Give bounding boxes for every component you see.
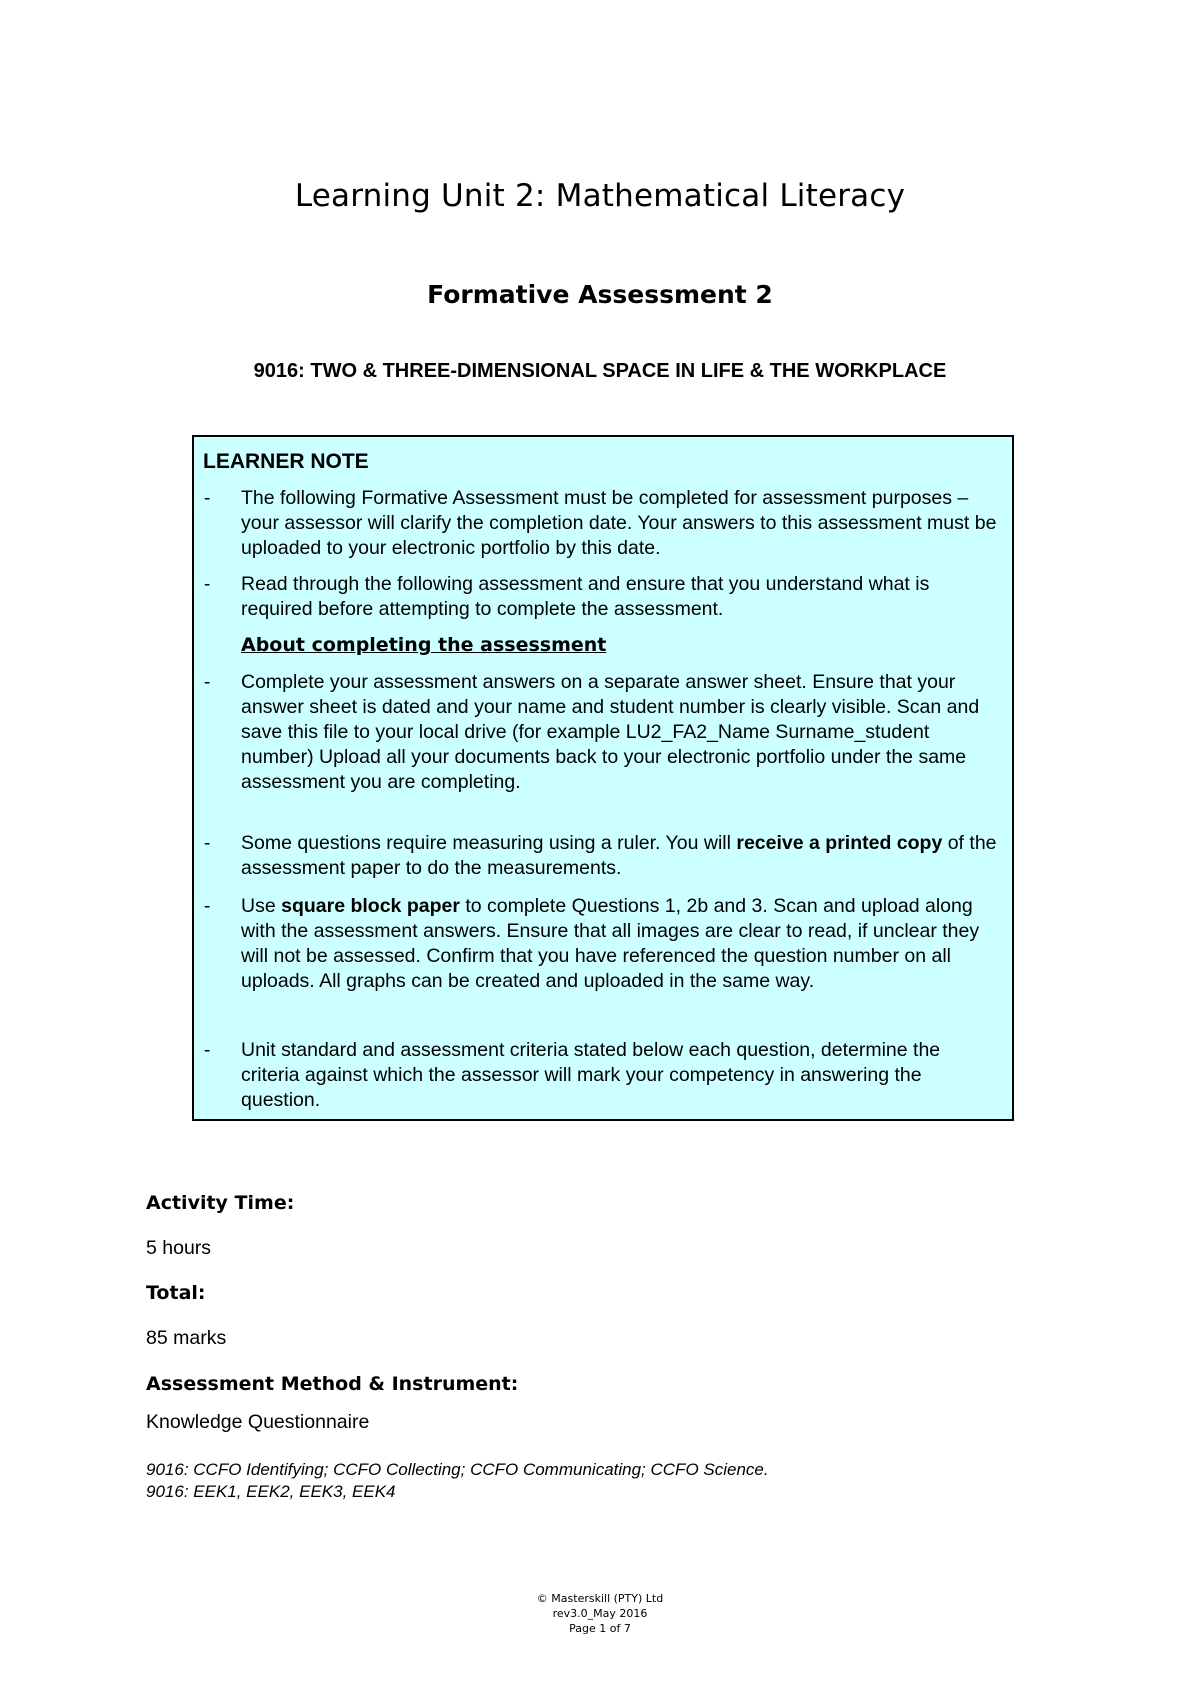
note-item-block-paper: [241, 894, 1001, 994]
bullet-dash: -: [204, 833, 211, 854]
assessment-method-value: Knowledge Questionnaire: [146, 1411, 370, 1433]
note-item-ruler-text-2: of the assessment paper to do the measurements.: [241, 832, 997, 879]
bullet-dash: -: [204, 896, 211, 917]
note-item-read-through: Read through the following assessment and ensure that you understand what is required before attempting to complete the assessment.: [241, 573, 930, 620]
bullet-dash: -: [204, 574, 211, 595]
total-value: 85 marks: [146, 1327, 227, 1349]
unit-standard-heading: 9016: TWO & THREE-DIMENSIONAL SPACE IN LIFE & THE WORKPLACE: [253, 360, 947, 382]
note-item-block-paper-text-2: to complete Questions 1, 2b and 3. Scan and upload along with the assessment answers. Ensure that all images are clear to read, if unclear they will not be assessed. Confirm that you have referenced the question number on all uploads. All graphs can be created and uploaded in the same way.: [241, 895, 980, 992]
assessment-method-label: Assessment Method & Instrument:: [146, 1373, 519, 1395]
note-item-unit-standard: Unit standard and assessment criteria stated below each question, determine the criteria against which the assessor will mark your competency in answering the question.: [241, 1039, 941, 1111]
note-item-block-paper-bold: square block paper: [281, 895, 460, 917]
about-completing-heading: About completing the assessment: [241, 634, 607, 656]
footer-copyright: © Masterskill (PTY) Ltd: [536, 1592, 664, 1605]
note-item-ruler: [241, 831, 1001, 881]
note-item-ruler-bold: receive a printed copy: [736, 832, 943, 854]
footer-revision: rev3.0_May 2016: [552, 1607, 648, 1620]
note-item-ruler-text-1: Some questions require measuring using a ruler. You will: [241, 832, 737, 854]
note-item-completion: The following Formative Assessment must be completed for assessment purposes – your assessor will clarify the completion date. Your answers to this assessment must be uploaded to your electronic portfolio by this date.: [241, 487, 997, 559]
bullet-dash: -: [204, 1040, 211, 1061]
page-title: Learning Unit 2: Mathematical Literacy: [294, 178, 906, 214]
assessment-criteria: 9016: CCFO Identifying; CCFO Collecting; CCFO Communicating; CCFO Science. 9016: EEK1, EEK2, EEK3, EEK4: [146, 1460, 769, 1501]
activity-time-value: 5 hours: [146, 1237, 212, 1259]
bullet-dash: -: [204, 672, 211, 693]
activity-time-label: Activity Time:: [146, 1192, 295, 1214]
total-label: Total:: [146, 1282, 206, 1304]
assessment-subtitle: Formative Assessment 2: [427, 280, 773, 309]
note-item-answer-sheet: Complete your assessment answers on a separate answer sheet. Ensure that your answer sheet is dated and your name and student number is clearly visible. Scan and save this file to your local drive (for example LU2_FA2_Name Surname_student number) Upload all your documents back to your electronic portfolio under the same assessment you are completing.: [241, 671, 980, 793]
note-item-block-paper-text-1: Use: [241, 895, 282, 917]
footer-page-number: Page 1 of 7: [569, 1622, 631, 1635]
learner-note-heading: LEARNER NOTE: [203, 450, 369, 473]
bullet-dash: -: [204, 488, 211, 509]
